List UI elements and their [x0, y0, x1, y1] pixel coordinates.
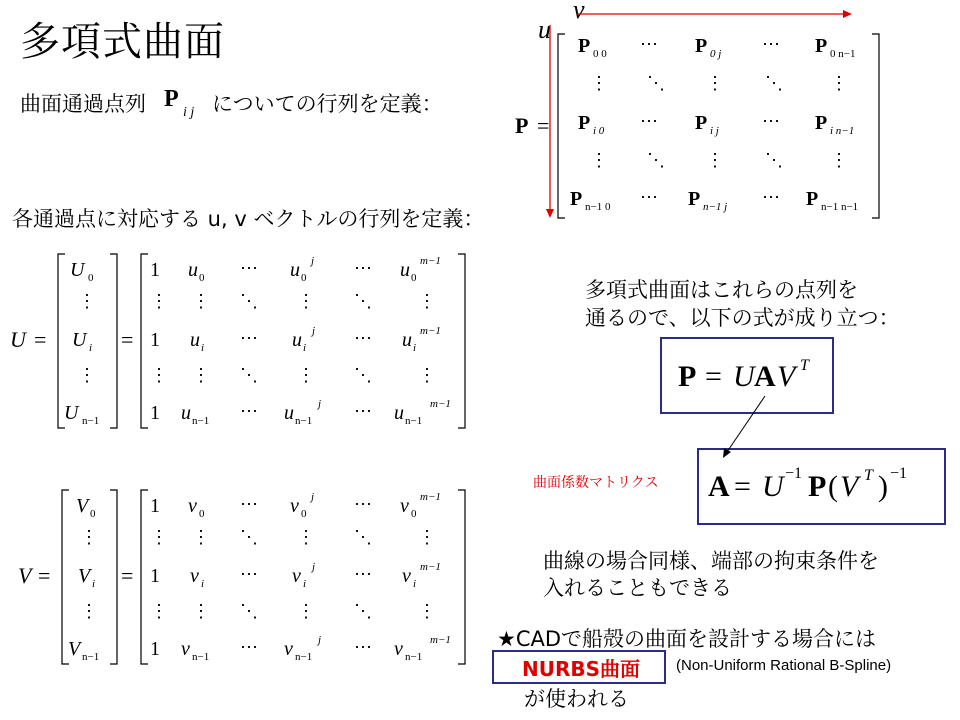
svg-text:1: 1 — [150, 259, 160, 281]
svg-text:i j: i j — [710, 125, 719, 137]
svg-text:1: 1 — [150, 565, 160, 587]
svg-text:⋮: ⋮ — [830, 150, 848, 170]
svg-text:i: i — [413, 342, 417, 354]
svg-text:⋮: ⋮ — [192, 527, 210, 547]
svg-text:P: P — [688, 188, 701, 210]
p-matrix — [515, 0, 879, 218]
svg-text:m−1: m−1 — [420, 255, 441, 267]
svg-text:⋮: ⋮ — [830, 73, 848, 93]
svg-text:⋮: ⋮ — [80, 601, 98, 621]
used-text: が使われる — [524, 687, 629, 711]
svg-text:n−1 0: n−1 0 — [585, 201, 611, 213]
svg-text:⋮: ⋮ — [418, 291, 436, 311]
svg-text:u: u — [188, 259, 198, 281]
svg-text:⋯: ⋯ — [762, 187, 780, 207]
svg-text:⋱: ⋱ — [240, 527, 258, 547]
svg-text:⋯: ⋯ — [354, 328, 372, 348]
svg-text:i: i — [89, 342, 93, 354]
svg-text:=: = — [121, 327, 134, 352]
svg-text:⋱: ⋱ — [647, 150, 665, 170]
svg-text:n−1: n−1 — [82, 651, 100, 663]
svg-text:U: U — [762, 470, 784, 503]
svg-text:0: 0 — [90, 508, 96, 520]
svg-text:P: P — [695, 112, 708, 134]
svg-text:⋱: ⋱ — [240, 365, 258, 385]
svg-text:⋮: ⋮ — [150, 601, 168, 621]
derivation-arrow — [723, 396, 765, 458]
svg-text:u: u — [292, 329, 302, 351]
svg-text:P: P — [806, 188, 819, 210]
svg-text:0 j: 0 j — [710, 48, 722, 60]
svg-text:U: U — [733, 360, 755, 393]
svg-text:⋮: ⋮ — [80, 527, 98, 547]
svg-text:u: u — [394, 402, 404, 424]
formula-a — [708, 465, 907, 503]
svg-text:⋮: ⋮ — [150, 527, 168, 547]
svg-text:v: v — [284, 638, 293, 660]
svg-text:⋮: ⋮ — [192, 601, 210, 621]
svg-text:0: 0 — [199, 508, 205, 520]
svg-text:u: u — [538, 15, 551, 44]
svg-text:j: j — [311, 255, 315, 267]
svg-text:i: i — [201, 342, 205, 354]
svg-text:i n−1: i n−1 — [830, 125, 855, 137]
svg-text:=: = — [705, 360, 722, 393]
svg-text:⋮: ⋮ — [297, 601, 315, 621]
svg-text:n−1: n−1 — [295, 415, 313, 427]
svg-text:⋯: ⋯ — [762, 34, 780, 54]
svg-text:⋯: ⋯ — [240, 401, 258, 421]
svg-text:⋯: ⋯ — [640, 187, 658, 207]
svg-text:⋯: ⋯ — [640, 34, 658, 54]
svg-text:⋱: ⋱ — [354, 291, 372, 311]
holds-line-2: 通るので、以下の式が成り立つ： — [585, 306, 900, 330]
svg-text:v: v — [573, 0, 585, 24]
svg-text:⋮: ⋮ — [590, 73, 608, 93]
svg-text:0: 0 — [199, 272, 205, 284]
svg-text:=: = — [34, 327, 47, 352]
svg-text:m−1: m−1 — [430, 398, 451, 410]
define-points-label: 曲面通過点列 — [20, 92, 146, 116]
svg-text:0: 0 — [301, 508, 307, 520]
svg-text:=: = — [734, 470, 751, 503]
svg-text:P: P — [570, 188, 583, 210]
svg-text:V: V — [18, 563, 32, 588]
formula-p — [678, 357, 810, 393]
svg-text:⋯: ⋯ — [240, 258, 258, 278]
svg-text:m−1: m−1 — [430, 634, 451, 646]
svg-text:T: T — [800, 357, 809, 374]
svg-text:−1: −1 — [890, 465, 908, 482]
coefficient-matrix-label: 曲面係数マトリクス — [533, 475, 659, 491]
svg-text:P: P — [678, 360, 697, 393]
svg-text:⋯: ⋯ — [240, 494, 258, 514]
svg-text:n−1: n−1 — [82, 415, 100, 427]
svg-text:⋮: ⋮ — [590, 150, 608, 170]
svg-text:1: 1 — [150, 638, 160, 660]
holds-line-1: 多項式曲面はこれらの点列を — [585, 278, 858, 302]
svg-text:j: j — [312, 561, 316, 573]
svg-text:⋮: ⋮ — [150, 365, 168, 385]
svg-text:⋮: ⋮ — [706, 150, 724, 170]
svg-text:⋱: ⋱ — [354, 601, 372, 621]
v-matrix — [18, 490, 465, 664]
svg-text:P: P — [578, 35, 591, 57]
constraint-line-2: 入れることもできる — [543, 576, 732, 600]
svg-text:V: V — [78, 565, 91, 587]
svg-text:n−1 n−1: n−1 n−1 — [821, 201, 859, 213]
svg-text:⋱: ⋱ — [240, 291, 258, 311]
define-points-suffix: についての行列を定義： — [212, 92, 443, 116]
svg-text:n−1: n−1 — [192, 415, 210, 427]
svg-text:=: = — [121, 563, 134, 588]
svg-text:P: P — [578, 112, 591, 134]
svg-text:P: P — [515, 113, 529, 138]
svg-text:U: U — [64, 402, 79, 424]
svg-text:0: 0 — [411, 508, 417, 520]
svg-text:(: ( — [828, 470, 838, 503]
svg-text:⋮: ⋮ — [78, 365, 96, 385]
svg-text:1: 1 — [150, 329, 160, 351]
svg-text:n−1: n−1 — [295, 651, 313, 663]
svg-text:⋱: ⋱ — [765, 150, 783, 170]
svg-text:⋯: ⋯ — [240, 328, 258, 348]
svg-text:V: V — [76, 495, 89, 517]
svg-text:v: v — [402, 565, 411, 587]
svg-text:0: 0 — [411, 272, 417, 284]
nurbs-label: NURBS曲面 — [522, 657, 641, 681]
constraint-line-1: 曲線の場合同様、端部の拘束条件を — [543, 549, 879, 573]
svg-text:⋯: ⋯ — [354, 494, 372, 514]
svg-text:v: v — [188, 495, 197, 517]
svg-text:j: j — [312, 325, 316, 337]
svg-text:⋯: ⋯ — [240, 564, 258, 584]
svg-text:u: u — [402, 329, 412, 351]
svg-text:A: A — [708, 470, 730, 503]
svg-text:v: v — [290, 495, 299, 517]
svg-text:⋯: ⋯ — [640, 111, 658, 131]
svg-text:n−1: n−1 — [405, 415, 423, 427]
u-matrix — [10, 254, 465, 428]
svg-text:i: i — [413, 578, 417, 590]
svg-text:U: U — [70, 259, 85, 281]
svg-text:m−1: m−1 — [420, 561, 441, 573]
svg-text:⋮: ⋮ — [418, 365, 436, 385]
svg-text:=: = — [537, 113, 550, 138]
svg-text:m−1: m−1 — [420, 491, 441, 503]
svg-text:m−1: m−1 — [420, 325, 441, 337]
svg-text:A: A — [754, 360, 776, 393]
svg-text:1: 1 — [150, 402, 160, 424]
svg-text:⋱: ⋱ — [765, 73, 783, 93]
svg-text:i: i — [303, 578, 307, 590]
svg-text:V: V — [68, 638, 81, 660]
svg-text:i 0: i 0 — [593, 125, 605, 137]
svg-text:⋱: ⋱ — [647, 73, 665, 93]
svg-text:⋯: ⋯ — [354, 258, 372, 278]
svg-text:⋮: ⋮ — [192, 365, 210, 385]
svg-text:P: P — [808, 470, 827, 503]
svg-text:n−1: n−1 — [192, 651, 210, 663]
svg-text:⋯: ⋯ — [762, 111, 780, 131]
svg-text:0: 0 — [301, 272, 307, 284]
svg-text:i: i — [92, 578, 96, 590]
svg-text:⋮: ⋮ — [297, 291, 315, 311]
svg-text:=: = — [38, 563, 51, 588]
svg-text:u: u — [400, 259, 410, 281]
svg-text:0 n−1: 0 n−1 — [830, 48, 856, 60]
svg-text:u: u — [290, 259, 300, 281]
svg-text:1: 1 — [150, 495, 160, 517]
svg-text:u: u — [190, 329, 200, 351]
svg-text:U: U — [72, 329, 87, 351]
page-title: 多項式曲面 — [20, 19, 225, 65]
svg-text:j: j — [318, 634, 322, 646]
svg-text:⋯: ⋯ — [354, 637, 372, 657]
svg-text:⋱: ⋱ — [354, 527, 372, 547]
nurbs-full-name: (Non-Uniform Rational B-Spline) — [676, 657, 892, 674]
svg-text:P: P — [815, 35, 828, 57]
svg-text:⋯: ⋯ — [240, 637, 258, 657]
svg-text:⋮: ⋮ — [297, 527, 315, 547]
svg-text:⋮: ⋮ — [418, 527, 436, 547]
svg-text:⋮: ⋮ — [706, 73, 724, 93]
svg-text:): ) — [878, 470, 888, 503]
svg-text:⋮: ⋮ — [418, 601, 436, 621]
svg-text:v: v — [190, 565, 199, 587]
svg-text:⋱: ⋱ — [240, 601, 258, 621]
svg-text:⋯: ⋯ — [354, 564, 372, 584]
svg-text:v: v — [181, 638, 190, 660]
svg-text:0: 0 — [88, 272, 94, 284]
svg-text:0 0: 0 0 — [593, 48, 607, 60]
svg-text:V: V — [840, 470, 859, 503]
svg-text:⋮: ⋮ — [150, 291, 168, 311]
svg-text:P: P — [164, 86, 179, 112]
svg-text:i j: i j — [183, 105, 195, 120]
svg-text:i: i — [303, 342, 307, 354]
svg-text:U: U — [10, 327, 26, 352]
svg-text:⋱: ⋱ — [354, 365, 372, 385]
svg-text:⋮: ⋮ — [78, 291, 96, 311]
svg-text:u: u — [181, 402, 191, 424]
pij-symbol — [164, 86, 194, 120]
svg-text:v: v — [394, 638, 403, 660]
svg-text:⋮: ⋮ — [297, 365, 315, 385]
svg-text:v: v — [400, 495, 409, 517]
svg-text:−1: −1 — [785, 465, 803, 482]
svg-text:u: u — [284, 402, 294, 424]
svg-text:⋮: ⋮ — [192, 291, 210, 311]
svg-text:n−1: n−1 — [405, 651, 423, 663]
svg-text:⋯: ⋯ — [354, 401, 372, 421]
svg-text:T: T — [864, 467, 873, 484]
svg-text:i: i — [201, 578, 205, 590]
svg-text:n−1 j: n−1 j — [703, 201, 728, 213]
svg-text:j: j — [311, 491, 315, 503]
svg-text:P: P — [695, 35, 708, 57]
svg-text:v: v — [292, 565, 301, 587]
svg-text:P: P — [815, 112, 828, 134]
define-uv-text: 各通過点に対応する u, v ベクトルの行列を定義： — [12, 207, 485, 231]
svg-text:j: j — [318, 398, 322, 410]
cad-line: ★CADで船殻の曲面を設計する場合には — [497, 627, 877, 651]
svg-text:V: V — [777, 360, 796, 393]
